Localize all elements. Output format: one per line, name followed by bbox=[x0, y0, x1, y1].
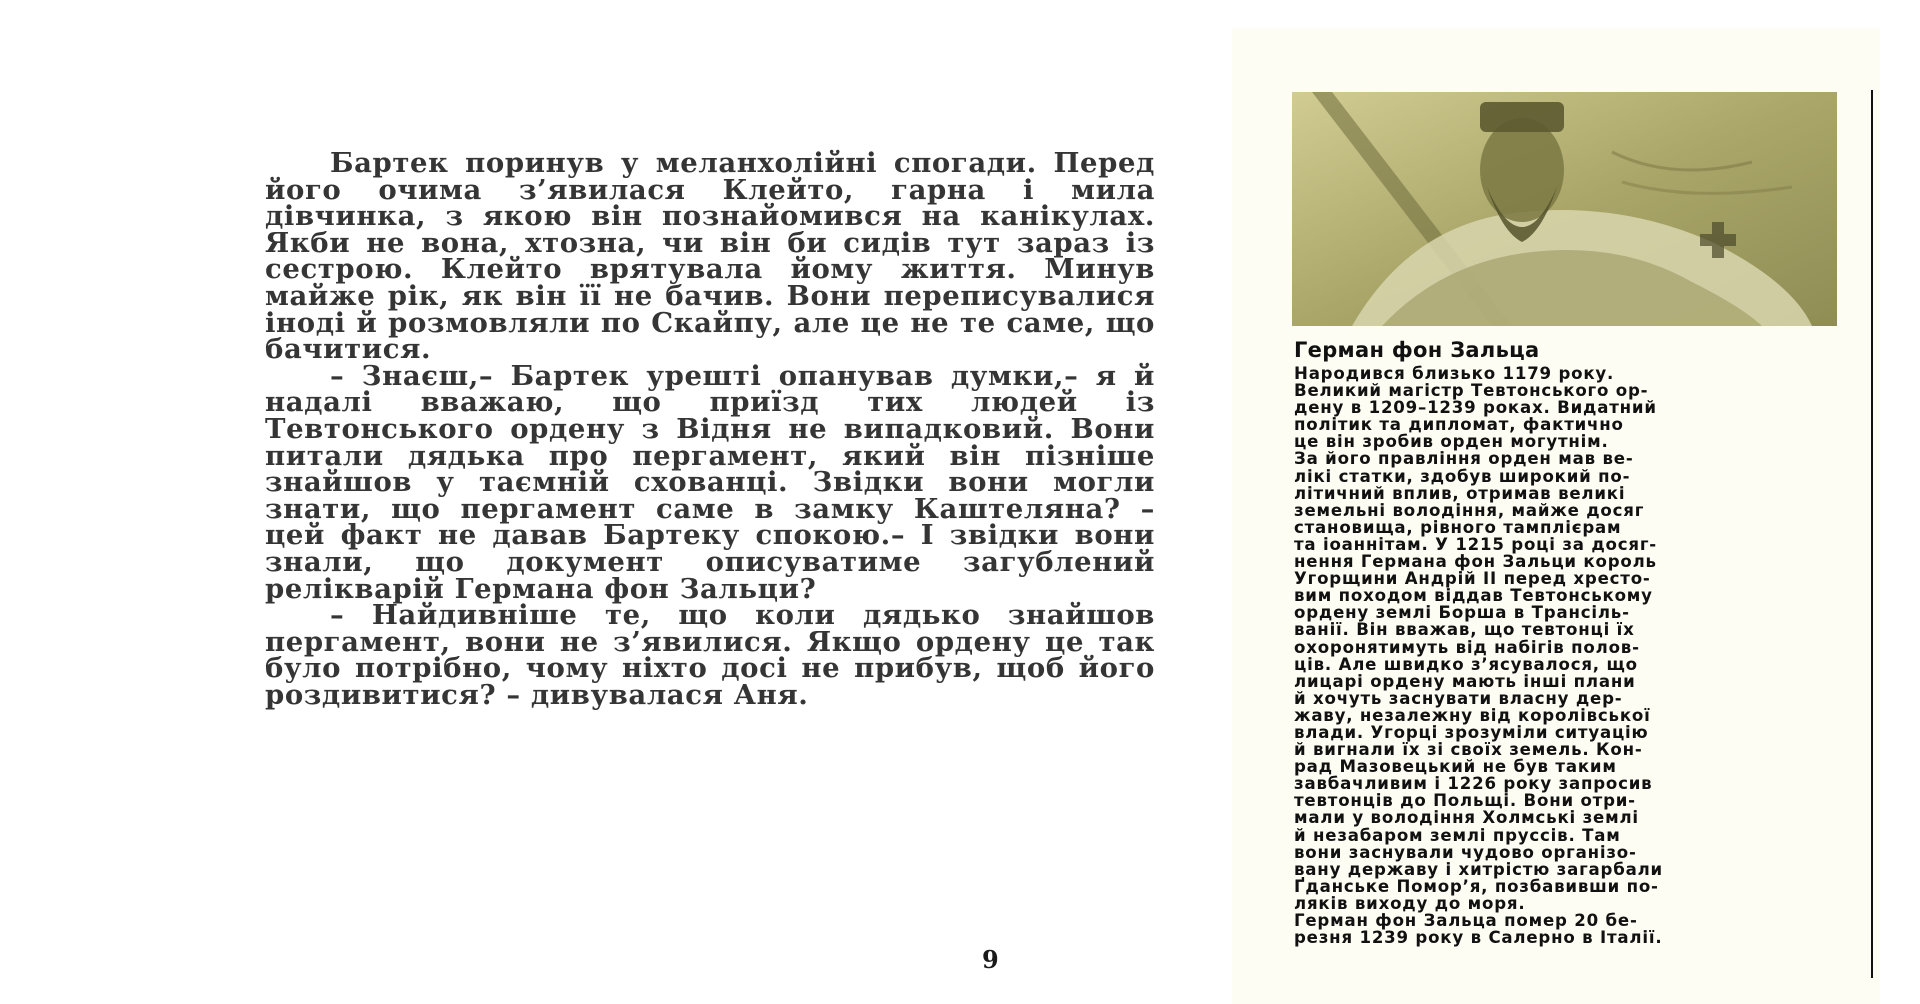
bio-line: й хочуть заснувати власну дер- bbox=[1294, 688, 1623, 708]
bio-line: рад Мазовецький не був таким bbox=[1294, 757, 1617, 777]
bio-line: літичний вплив, отримав великі bbox=[1294, 483, 1626, 503]
bio-line: й незабаром землі пруссів. Там bbox=[1294, 825, 1621, 845]
bio-line: влади. Угорці зрозуміли ситуацію bbox=[1294, 722, 1649, 742]
bio-line: й вигнали їх зі своїх земель. Кон- bbox=[1294, 740, 1643, 760]
bio-line: За його правління орден мав ве- bbox=[1294, 449, 1634, 469]
bio-line: Герман фон Зальца помер 20 бе- bbox=[1294, 911, 1638, 930]
portrait-of-hermann-von-salza-icon bbox=[1292, 92, 1837, 326]
bio-line: нення Германа фон Зальци король bbox=[1294, 552, 1657, 572]
page-number: 9 bbox=[982, 945, 999, 974]
bio-line: це він зробив орден могутнім. bbox=[1294, 432, 1609, 452]
bio-line: Угорщини Андрій II перед хресто- bbox=[1294, 569, 1651, 589]
bio-line: лікі статки, здобув широкий по- bbox=[1294, 466, 1631, 486]
bio-line: завбачливим і 1226 року запросив bbox=[1294, 774, 1653, 794]
bio-line: вони заснували чудово організо- bbox=[1294, 842, 1637, 862]
bio-line: охоронятимуть від набігів полов- bbox=[1294, 637, 1640, 657]
bio-line: становища, рівного тамплієрам bbox=[1294, 517, 1622, 537]
sidebar-divider-line bbox=[1871, 90, 1873, 978]
bio-line: вану державу і хитрістю загарбали bbox=[1294, 859, 1663, 879]
paragraph-1: Бартек поринув у меланхолійні спогади. Перед його очима з’явилася Клейто, гарна і мила дівчинка, з якою він познайомився на канікулах. Якби не вона, хтозна, чи він би сидів тут зараз із сестрою. Клейто врятувала йому життя. Минув майже рік, як він її не бачив. Вони переписувалися іноді й розмовляли по Скайпу, але це не те саме, що бачитися. bbox=[265, 147, 1155, 366]
bio-line: вим походом віддав Тевтонському bbox=[1294, 586, 1653, 606]
bio-line: Ґданське Помор’я, позбавивши по- bbox=[1294, 876, 1659, 896]
bio-line: політик та дипломат, фактично bbox=[1294, 415, 1624, 435]
paragraph-2: – Знаєш,– Бартек урешті опанував думки,– я й надалі вважаю, що приїзд тих людей із Тевтонського ордену з Відня не випадковий. Вони питали дядька про пергамент, який він пізніше знайшов у таємній схованці. Звідки вони могли знати, що пергамент саме в замку Каштеляна? – цей факт не давав Бартеку спокою.– І звідки вони знали, що документ описуватиме загублений релікварій Германа фон Зальци? bbox=[265, 359, 1155, 605]
bio-title: Герман фон Зальца bbox=[1294, 338, 1540, 362]
bio-line: та іоаннітам. У 1215 році за досяг- bbox=[1294, 534, 1657, 554]
bio-line: Народився близько 1179 року. bbox=[1294, 364, 1615, 383]
paragraph-3: – Найдивніше те, що коли дядько знайшов пергамент, вони не з’явилися. Якщо ордену це так було потрібно, чому ніхто досі не прибув, щоб його роздивитися? – дивувалася Аня. bbox=[265, 599, 1155, 711]
bio-line: ванії. Він вважав, що тевтонці їх bbox=[1294, 620, 1635, 640]
bio-line: земельні володіння, майже досяг bbox=[1294, 500, 1645, 520]
bio-text-block bbox=[1294, 365, 1842, 946]
bio-line: жаву, незалежну від королівської bbox=[1294, 705, 1651, 725]
bio-line: резня 1239 року в Салерно в Італії. bbox=[1294, 928, 1663, 948]
bio-line: дену в 1209–1239 роках. Видатний bbox=[1294, 398, 1657, 418]
bio-line: ців. Але швидко з’ясувалося, що bbox=[1294, 654, 1638, 674]
bio-line: мали у володіння Холмські землі bbox=[1294, 808, 1639, 828]
bio-line: лицарі ордену мають інші плани bbox=[1294, 671, 1636, 691]
bio-line: ляків виходу до моря. bbox=[1294, 893, 1526, 913]
bio-line: тевтонців до Польщі. Вони отри- bbox=[1294, 791, 1636, 811]
bio-line: Великий магістр Тевтонського ор- bbox=[1294, 381, 1649, 401]
bio-line: ордену землі Борша в Трансіль- bbox=[1294, 603, 1630, 623]
portrait-image bbox=[1292, 92, 1837, 326]
main-text-block bbox=[265, 147, 1155, 711]
